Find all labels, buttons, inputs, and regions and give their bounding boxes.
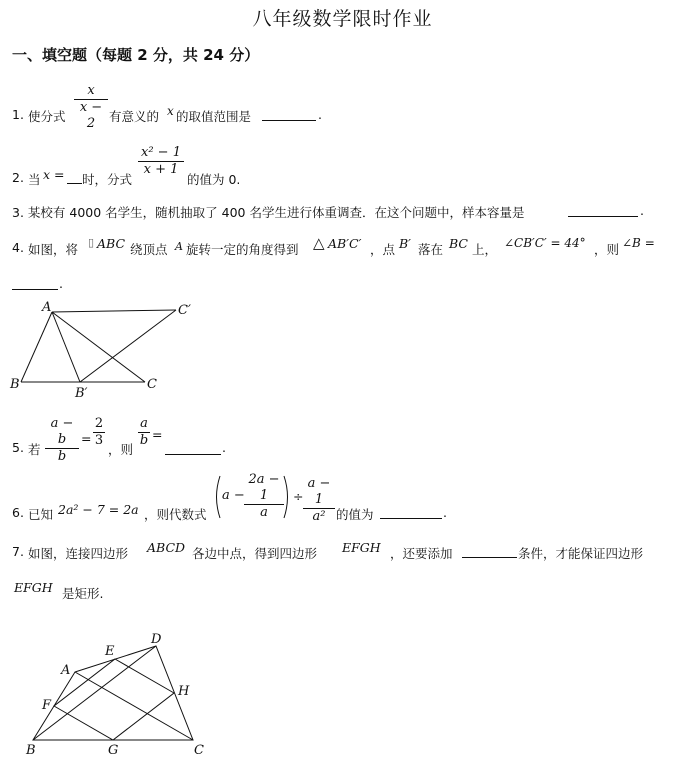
q4-t2: 绕顶点: [130, 242, 168, 257]
q5-prefix: 若: [28, 442, 41, 457]
q3-text: 3. 某校有 4000 名学生，随机抽取了 400 名学生进行体重调查．在这个问题中，样本容量是: [12, 205, 525, 220]
q6-f1-denominator: a: [260, 505, 268, 520]
q5-mid: ，则: [108, 442, 134, 457]
q5-answer-blank[interactable]: [165, 442, 221, 455]
q3-end: .: [640, 203, 644, 218]
q6-f2-numerator: a − 1: [307, 476, 331, 507]
q1-prefix: 使分式: [28, 109, 66, 124]
q6-condition: 2a² − 7 = 2a: [58, 502, 139, 517]
q6-f2-denominator: a²: [312, 509, 326, 524]
figure-quadrilateral-midpoints: [0, 622, 220, 762]
figure-triangle-rotation: [0, 296, 210, 400]
q4-tri1: ABC: [97, 236, 126, 251]
q6-answer-blank[interactable]: [380, 506, 442, 519]
q2-answer-blank[interactable]: [67, 171, 82, 184]
q4-t3: 旋转一定的角度得到: [186, 242, 299, 257]
q5-eq2: =: [152, 427, 163, 442]
q1-number: 1.: [12, 107, 24, 122]
q4-t5: 落在: [418, 242, 444, 257]
q5-number: 5.: [12, 440, 24, 455]
q7-answer-blank[interactable]: [462, 545, 517, 558]
q6-left-paren: [217, 476, 221, 518]
section-header: 一、填空题（每题 2 分，共 24 分）: [12, 46, 260, 64]
q1-mid: 有意义的: [109, 109, 160, 124]
q2-eq: x =: [43, 167, 65, 182]
q1-fraction: [74, 83, 108, 132]
fig1-edge-ac-prime: [52, 310, 176, 312]
q2-number: 2.: [12, 170, 24, 185]
q5-eq: =: [81, 431, 92, 446]
q6-div: ÷: [293, 489, 304, 504]
q2-frac-numerator: x² − 1: [141, 145, 181, 160]
q6-right-paren: [284, 476, 288, 518]
q4-t1: 如图，将: [28, 242, 79, 257]
page-title: 八年级数学限时作业: [252, 8, 433, 30]
q5-fraction-2: [93, 416, 105, 449]
q4-triangle-box-icon: ▯: [88, 236, 95, 249]
q4-angle: ∠CB′C′ = 44°: [504, 236, 586, 250]
q1-frac-denominator: x − 2: [79, 100, 103, 131]
q5-f2-numerator: 2: [94, 416, 104, 431]
fig2-label-f: F: [42, 698, 52, 713]
fig1-edge-b-prime-c-prime: [80, 310, 176, 382]
fig2-label-h: H: [178, 684, 190, 699]
q7-t3: ，还要添加: [390, 546, 453, 561]
q1-answer-blank[interactable]: [262, 108, 316, 121]
q4-angle-b: ∠B =: [622, 236, 655, 250]
q5-fraction-1: [45, 416, 79, 465]
q4-number: 4.: [12, 240, 24, 255]
q2-mid: 时，分式: [82, 172, 133, 187]
q5-f3-denominator: b: [139, 433, 149, 448]
q5-f1-numerator: a − b: [50, 416, 74, 447]
q6-expr-a: a −: [222, 488, 245, 503]
q6-suffix: 的值为: [336, 507, 374, 522]
fig1-label-c-prime: C′: [178, 303, 191, 318]
fig2-label-b: B: [26, 743, 36, 758]
q2-suffix: 的值为 0.: [187, 172, 241, 187]
q7-t1: 如图，连接四边形: [28, 546, 129, 561]
q4-t6: 上，: [472, 242, 498, 257]
q5-f3-numerator: a: [140, 416, 148, 431]
q5-fraction-3: [138, 416, 150, 449]
fig2-quad-efgh: [54, 659, 174, 740]
q4-seg: BC: [449, 236, 468, 251]
q1-suffix: 的取值范围是: [176, 109, 252, 124]
q5-f1-denominator: b: [57, 449, 67, 464]
q7-t2: 各边中点，得到四边形: [192, 546, 318, 561]
fig1-label-b: B: [10, 377, 20, 392]
fig2-label-d: D: [151, 632, 162, 647]
fig2-diagonal-bd: [33, 646, 156, 740]
q1-end: .: [318, 107, 322, 122]
q5-end: .: [222, 440, 226, 455]
q6-mid: ，则代数式: [144, 507, 207, 522]
fig2-label-a: A: [61, 663, 71, 678]
q4-triangle-icon: △: [313, 234, 325, 252]
q7-t4: 条件，才能保证四边形: [518, 546, 644, 561]
q4-point-b-prime: B′: [399, 236, 412, 251]
q4-t4: ，点: [370, 242, 396, 257]
q6-fraction-1: [244, 472, 284, 521]
q2-frac-denominator: x + 1: [143, 162, 179, 177]
q7-quad2: EFGH: [342, 540, 381, 555]
q4-end: .: [59, 276, 63, 291]
fig2-label-g: G: [108, 743, 119, 758]
q2-fraction: [138, 145, 184, 178]
q1-frac-numerator: x: [87, 83, 95, 98]
q5-f2-denominator: 3: [94, 433, 104, 448]
q2-prefix: 当: [28, 172, 41, 187]
q6-prefix: 已知: [28, 507, 54, 522]
q4-answer-blank[interactable]: [12, 277, 58, 290]
fig1-edge-ab: [21, 312, 52, 382]
q4-tri2: AB′C′: [328, 236, 362, 251]
q6-end: .: [443, 505, 447, 520]
fig1-label-c: C: [147, 377, 157, 392]
fig1-label-a: A: [42, 300, 52, 315]
fig2-diagonal-ac: [75, 672, 193, 740]
q7-line2-quad: EFGH: [14, 580, 53, 595]
q4-t7: ，则: [594, 242, 620, 257]
fig2-label-e: E: [105, 644, 115, 659]
q7-quad: ABCD: [147, 540, 186, 555]
q6-number: 6.: [12, 505, 24, 520]
fig2-label-c: C: [194, 743, 204, 758]
fig1-label-b-prime: B′: [75, 386, 88, 400]
q7-number: 7.: [12, 544, 24, 559]
q6-fraction-2: [303, 476, 335, 525]
q1-var: x: [167, 104, 174, 118]
q6-f1-numerator: 2a − 1: [248, 472, 280, 503]
q3-answer-blank[interactable]: [568, 204, 638, 217]
q7-line2-text: 是矩形.: [62, 586, 104, 601]
q4-point-a: A: [175, 240, 183, 253]
